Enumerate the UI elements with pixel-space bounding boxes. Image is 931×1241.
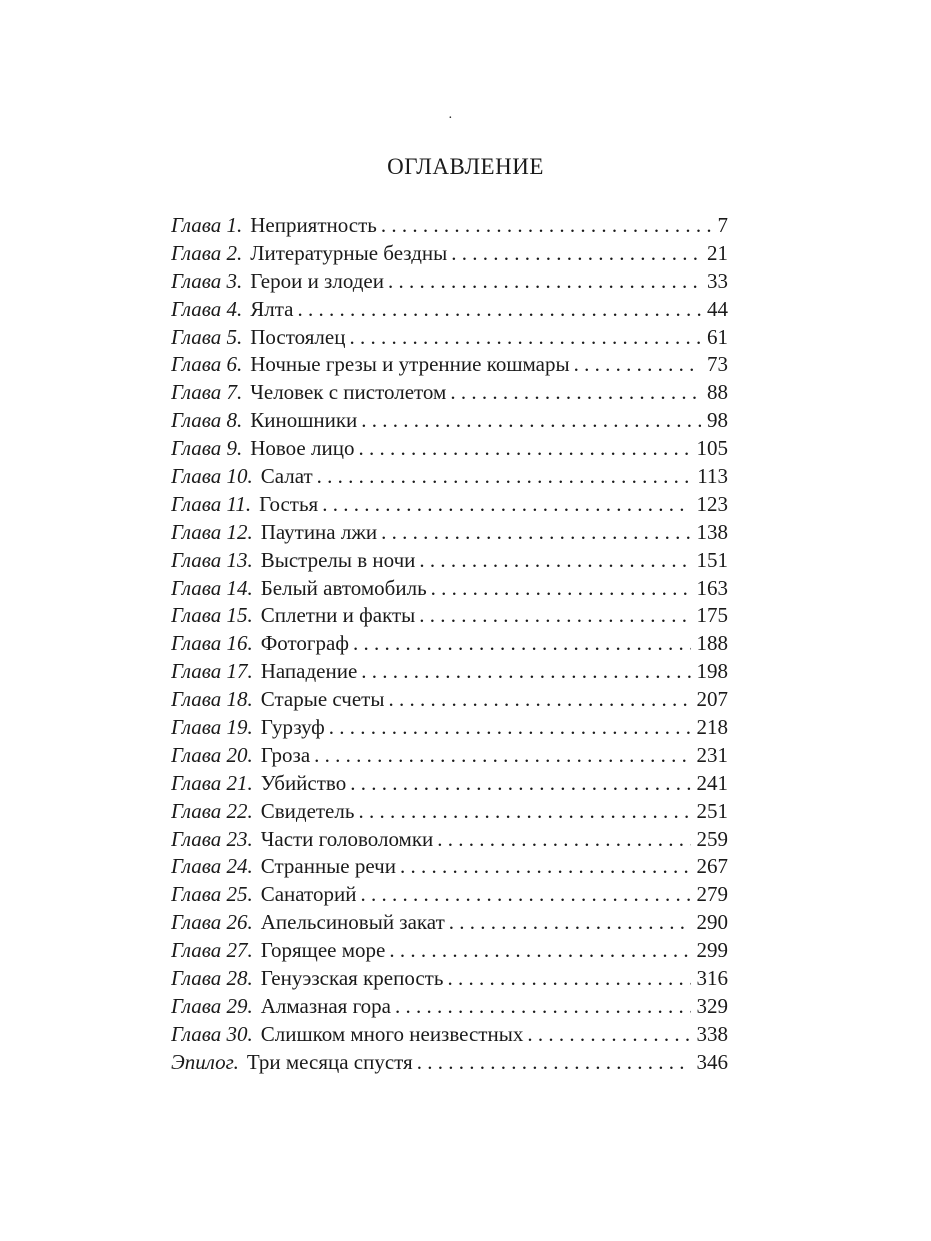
- toc-chapter-title: Горящее море: [260, 938, 386, 963]
- toc-dot-leader: [450, 379, 701, 407]
- toc-chapter-title: Новое лицо: [250, 436, 355, 461]
- toc-chapter-title: Старые счеты: [260, 687, 385, 712]
- toc-dot-leader: [314, 742, 690, 770]
- toc-entry: [171, 463, 728, 491]
- toc-entry: [171, 324, 728, 352]
- toc-dot-leader: [358, 798, 690, 826]
- toc-dot-leader: [419, 602, 690, 630]
- toc-entry: [171, 268, 728, 296]
- toc-dot-leader: [381, 212, 712, 240]
- page-mark: ·: [448, 111, 453, 126]
- toc-page-number: 88: [707, 380, 728, 405]
- toc-entry: [171, 798, 728, 826]
- toc-chapter-title: Сплетни и факты: [260, 603, 416, 628]
- toc-chapter-label: Глава 17.: [171, 659, 253, 684]
- toc-chapter-label: Глава 4.: [171, 296, 243, 321]
- toc-entry: [171, 519, 728, 547]
- toc-chapter-title: Киношники: [250, 408, 358, 433]
- toc-entry: [171, 351, 728, 379]
- toc-page-number: 316: [696, 966, 728, 991]
- toc-chapter-title: Свидетель: [260, 798, 355, 823]
- toc-page-number: 329: [696, 993, 728, 1018]
- toc-entry: [171, 714, 728, 742]
- toc-chapter-title: Неприятность: [250, 213, 377, 237]
- toc-page-number: 207: [696, 687, 728, 712]
- toc-dot-leader: [317, 463, 692, 491]
- toc-dot-leader: [388, 686, 690, 714]
- toc-dot-leader: [395, 993, 690, 1021]
- toc-chapter-label: Глава 29.: [171, 993, 253, 1018]
- toc-chapter-title: Гурзуф: [260, 715, 325, 740]
- toc-entry: [171, 602, 728, 630]
- toc-entry: [171, 770, 728, 798]
- toc-chapter-title: Части головоломки: [260, 826, 434, 851]
- toc-entry: [171, 742, 728, 770]
- toc-dot-leader: [322, 491, 690, 519]
- toc-chapter-label: Глава 20.: [171, 742, 253, 767]
- toc-dot-leader: [361, 407, 701, 435]
- toc-page-number: 279: [696, 882, 728, 907]
- toc-chapter-title: Ялта: [250, 296, 294, 321]
- toc-chapter-title: Гроза: [260, 742, 311, 767]
- toc-chapter-label: Глава 10.: [171, 464, 253, 489]
- toc-chapter-title: Салат: [260, 464, 313, 489]
- toc-dot-leader: [297, 296, 701, 324]
- toc-page-number: 138: [696, 519, 728, 544]
- toc-dot-leader: [360, 881, 690, 909]
- toc-chapter-label: Глава 23.: [171, 826, 253, 851]
- toc-page-number: 259: [696, 826, 728, 851]
- toc-chapter-label: Глава 12.: [171, 519, 253, 544]
- toc-chapter-label: Глава 9.: [171, 436, 243, 461]
- toc-page-number: 188: [696, 631, 728, 656]
- toc-entry: [171, 881, 728, 909]
- toc-chapter-label: Глава 2.: [171, 240, 243, 265]
- toc-dot-leader: [417, 1049, 691, 1077]
- toc-dot-leader: [451, 240, 701, 268]
- toc-page-number: 175: [696, 603, 728, 628]
- toc-chapter-title: Нападение: [260, 659, 358, 684]
- toc-page-number: 151: [696, 547, 728, 572]
- toc-entry: [171, 1049, 728, 1077]
- toc-entry: [171, 1021, 728, 1049]
- toc-chapter-label: Глава 15.: [171, 603, 253, 628]
- toc-chapter-title: Слишком много неизвестных: [260, 1021, 524, 1046]
- toc-chapter-label: Глава 8.: [171, 408, 243, 433]
- toc-page-number: 44: [707, 296, 728, 321]
- toc-dot-leader: [447, 965, 690, 993]
- toc-page-number: 218: [696, 715, 728, 740]
- toc-entry: [171, 630, 728, 658]
- toc-chapter-title: Алмазная гора: [260, 993, 392, 1018]
- toc-chapter-label: Глава 3.: [171, 268, 243, 293]
- toc-dot-leader: [388, 268, 701, 296]
- toc-dot-leader: [437, 826, 690, 854]
- toc-page-number: 231: [696, 742, 728, 767]
- toc-chapter-label: Глава 21.: [171, 770, 253, 795]
- toc-dot-leader: [361, 658, 690, 686]
- toc-dot-leader: [358, 435, 690, 463]
- toc-chapter-title: Три месяца спустя: [246, 1049, 413, 1074]
- toc-page-number: 251: [696, 798, 728, 823]
- toc-page-number: 33: [707, 268, 728, 293]
- toc-dot-leader: [389, 937, 690, 965]
- toc-entry: [171, 937, 728, 965]
- toc-page-number: 73: [707, 352, 728, 377]
- toc-chapter-label: Глава 7.: [171, 380, 243, 405]
- toc-entry: [171, 379, 728, 407]
- toc-chapter-label: Глава 16.: [171, 631, 253, 656]
- table-of-contents: [171, 212, 728, 1077]
- toc-page-number: 61: [707, 324, 728, 349]
- toc-dot-leader: [574, 351, 701, 379]
- toc-chapter-label: Глава 6.: [171, 352, 243, 377]
- toc-chapter-label: Глава 1.: [171, 213, 243, 237]
- toc-chapter-label: Глава 25.: [171, 882, 253, 907]
- toc-dot-leader: [350, 770, 690, 798]
- toc-chapter-label: Глава 19.: [171, 715, 253, 740]
- toc-page-number: 7: [717, 213, 728, 237]
- toc-dot-leader: [349, 324, 701, 352]
- toc-entry: [171, 686, 728, 714]
- toc-chapter-title: Генуэзская крепость: [260, 966, 444, 991]
- toc-dot-leader: [353, 630, 691, 658]
- toc-page-number: 346: [696, 1049, 728, 1074]
- toc-chapter-title: Белый автомобиль: [260, 575, 427, 600]
- toc-page-number: 299: [696, 938, 728, 963]
- toc-chapter-label: Эпилог.: [171, 1049, 239, 1074]
- toc-chapter-title: Ночные грезы и утренние кошмары: [250, 352, 570, 377]
- toc-entry: [171, 296, 728, 324]
- toc-page-number: 290: [696, 910, 728, 935]
- toc-page-number: 241: [696, 770, 728, 795]
- toc-chapter-title: Санаторий: [260, 882, 357, 907]
- toc-chapter-label: Глава 22.: [171, 798, 253, 823]
- toc-entry: [171, 853, 728, 881]
- toc-entry: [171, 826, 728, 854]
- toc-chapter-label: Глава 27.: [171, 938, 253, 963]
- toc-chapter-title: Фотограф: [260, 631, 349, 656]
- toc-page-number: 21: [707, 240, 728, 265]
- toc-dot-leader: [449, 909, 691, 937]
- toc-entry: [171, 658, 728, 686]
- toc-entry: [171, 407, 728, 435]
- toc-chapter-title: Убийство: [260, 770, 347, 795]
- toc-chapter-title: Странные речи: [260, 854, 396, 879]
- toc-chapter-label: Глава 14.: [171, 575, 253, 600]
- toc-chapter-title: Постоялец: [250, 324, 346, 349]
- toc-dot-leader: [329, 714, 691, 742]
- toc-page-number: 113: [697, 464, 728, 489]
- toc-page-number: 98: [707, 408, 728, 433]
- toc-chapter-label: Глава 18.: [171, 687, 253, 712]
- toc-chapter-label: Глава 11.: [171, 491, 252, 516]
- toc-chapter-label: Глава 24.: [171, 854, 253, 879]
- toc-dot-leader: [431, 575, 691, 603]
- toc-chapter-title: Герои и злодеи: [250, 268, 384, 293]
- toc-dot-leader: [527, 1021, 690, 1049]
- toc-chapter-title: Выстрелы в ночи: [260, 547, 416, 572]
- toc-page-number: 267: [696, 854, 728, 879]
- toc-entry: [171, 491, 728, 519]
- toc-chapter-label: Глава 5.: [171, 324, 243, 349]
- toc-chapter-title: Человек с пистолетом: [250, 380, 447, 405]
- toc-dot-leader: [381, 519, 690, 547]
- toc-chapter-label: Глава 30.: [171, 1021, 253, 1046]
- toc-page-number: 163: [696, 575, 728, 600]
- toc-chapter-label: Глава 13.: [171, 547, 253, 572]
- toc-chapter-title: Апельсиновый закат: [260, 910, 445, 935]
- page-title: ОГЛАВЛЕНИЕ: [387, 154, 544, 179]
- toc-dot-leader: [419, 547, 690, 575]
- toc-page-number: 105: [696, 436, 728, 461]
- toc-entry: [171, 240, 728, 268]
- toc-chapter-title: Литературные бездны: [250, 240, 448, 265]
- toc-page-number: 123: [696, 491, 728, 516]
- toc-entry: [171, 993, 728, 1021]
- toc-entry: [171, 547, 728, 575]
- toc-entry: [171, 965, 728, 993]
- toc-entry: [171, 212, 728, 240]
- toc-dot-leader: [400, 853, 691, 881]
- toc-page-number: 198: [696, 659, 728, 684]
- toc-chapter-label: Глава 26.: [171, 910, 253, 935]
- toc-chapter-title: Паутина лжи: [260, 519, 378, 544]
- toc-entry: [171, 909, 728, 937]
- toc-entry: [171, 435, 728, 463]
- toc-chapter-label: Глава 28.: [171, 966, 253, 991]
- toc-chapter-title: Гостья: [259, 491, 319, 516]
- toc-entry: [171, 575, 728, 603]
- toc-page-number: 338: [696, 1021, 728, 1046]
